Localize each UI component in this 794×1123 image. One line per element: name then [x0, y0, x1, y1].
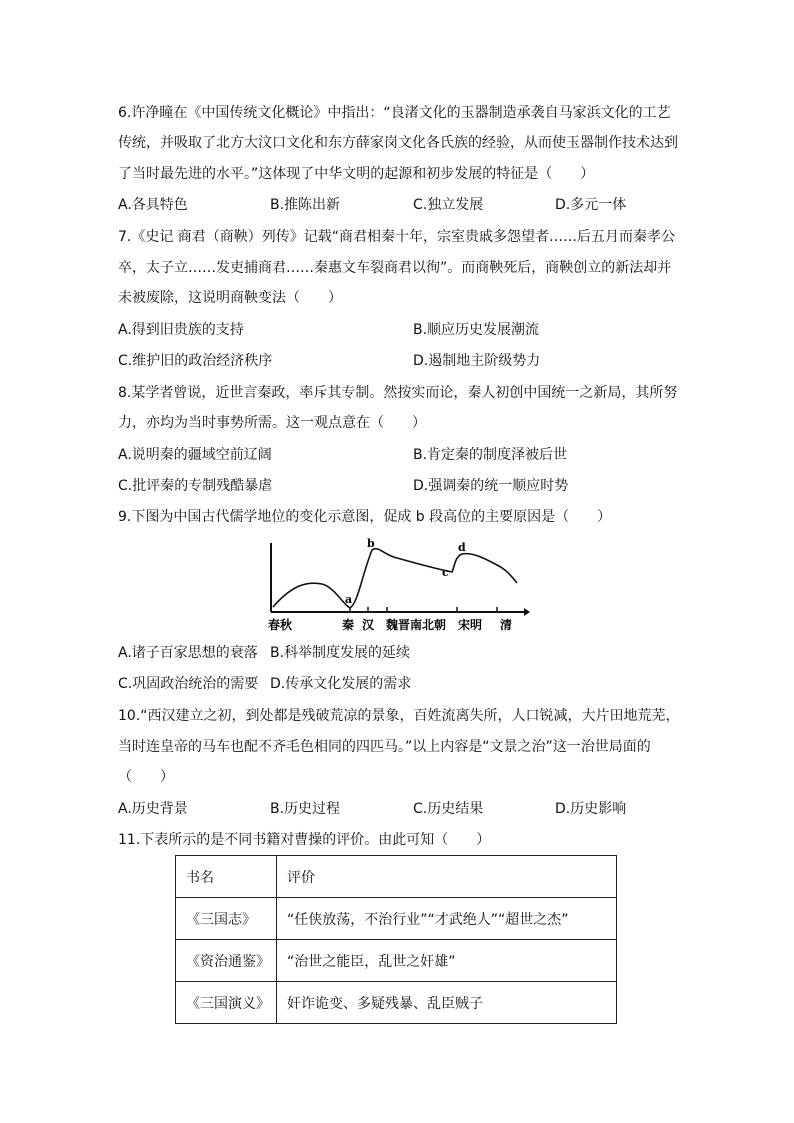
table-cell-book: 《三国志》 [176, 898, 277, 940]
q7-option-d: D.遏制地主阶级势力 [413, 353, 541, 369]
diagram-x-axis-arrow [524, 608, 530, 616]
q10-stem-line-1: 10.“西汉建立之初，到处都是残破荒凉的景象，百姓流离失所，人口锐减，大片田地荒芜， [118, 708, 680, 724]
q10-option-b: B.历史过程 [270, 801, 341, 817]
q6-option-c: C.独立发展 [413, 197, 484, 213]
q6-stem-line-3: 了当时最先进的水平。”这体现了中华文明的起源和初步发展的特征是（ ） [118, 166, 595, 182]
evaluation-table [175, 855, 617, 1024]
table-cell-evaluation: “治世之能臣，乱世之奸雄” [277, 940, 617, 982]
q7-option-a: A.得到旧贵族的支持 [118, 322, 244, 338]
q9-option-b: B.科举制度发展的延续 [270, 645, 411, 661]
q8-stem-line-2: 力，亦均为当时事势所需。这一观点意在（ ） [118, 415, 426, 431]
diagram-label-chunqiu: 春秋 [268, 618, 293, 632]
q7-stem-line-1: 7.《史记 商君（商鞅）列传》记载“商君相秦十年，宗室贵戚多怨望者……后五月而秦孝公 [118, 229, 676, 245]
diagram-point-d: d [458, 541, 466, 554]
q6-option-d: D.多元一体 [555, 197, 627, 213]
q6-option-a: A.各具特色 [118, 197, 188, 213]
diagram-label-songming: 宋明 [458, 618, 483, 632]
diagram-label-qing: 清 [500, 618, 513, 632]
q7-stem-line-2: 卒，太子立……发吏捕商君……秦惠文车裂商君以徇”。而商鞅死后，商鞅创立的新法却并 [118, 260, 672, 276]
q11-stem-line-1: 11.下表所示的是不同书籍对曹操的评价。由此可知（ ） [118, 832, 491, 848]
diagram-label-han: 汉 [362, 618, 375, 632]
table-header-evaluation: 评价 [277, 856, 617, 898]
diagram-point-a: a [345, 593, 353, 606]
table-cell-evaluation: “任侠放荡，不治行业”“才武绝人”“超世之杰” [277, 898, 617, 940]
q10-option-c: C.历史结果 [413, 801, 484, 817]
q8-option-b: B.肯定秦的制度泽被后世 [413, 447, 568, 463]
q8-option-a: A.说明秦的疆域空前辽阔 [118, 447, 272, 463]
q10-stem-line-2: 当时连皇帝的马车也配不齐毛色相同的四匹马。”以上内容是“文景之治”这一治世局面的 [118, 739, 651, 755]
diagram-label-qin: 秦 [342, 618, 355, 632]
q7-stem-line-3: 未被废除，这说明商鞅变法（ ） [118, 290, 342, 306]
table-row [176, 940, 617, 982]
diagram-point-b: b [367, 537, 375, 550]
q10-option-d: D.历史影响 [555, 801, 627, 817]
q6-stem-line-2: 传统，并吸取了北方大汶口文化和东方薛家岗文化各氏族的经验，从而使玉器制作技术达到 [118, 135, 678, 151]
q7-option-c: C.维护旧的政治经济秩序 [118, 353, 273, 369]
q10-option-a: A.历史背景 [118, 801, 188, 817]
table-cell-evaluation: 奸诈诡变、多疑残暴、乱臣贼子 [277, 982, 617, 1024]
q7-option-b: B.顺应历史发展潮流 [413, 322, 540, 338]
q9-option-c: C.巩固政治统治的需要 [118, 676, 259, 692]
diagram-point-c: c [442, 566, 449, 579]
table-row [176, 898, 617, 940]
q6-stem-line-1: 6.许净瞳在《中国传统文化概论》中指出：“良渚文化的玉器制造承袭自马家浜文化的工艺 [118, 105, 671, 121]
confucianism-status-diagram [262, 535, 532, 635]
table-row [176, 982, 617, 1024]
q6-option-b: B.推陈出新 [270, 197, 341, 213]
q10-stem-line-3: （ ） [118, 769, 174, 785]
q8-stem-line-1: 8.某学者曾说，近世言秦政，率斥其专制。然按实而论，秦人初创中国统一之新局，其所努 [118, 385, 678, 401]
diagram-curve [273, 549, 517, 608]
q9-option-d: D.传承文化发展的需求 [270, 676, 412, 692]
table-header-row [176, 856, 617, 898]
table-header-book: 书名 [176, 856, 277, 898]
q9-stem-line-1: 9.下图为中国古代儒学地位的变化示意图，促成 b 段高位的主要原因是（ ） [118, 509, 612, 525]
table-cell-book: 《三国演义》 [176, 982, 277, 1024]
q9-option-a: A.诸子百家思想的衰落 [118, 645, 258, 661]
q8-option-d: D.强调秦的统一顺应时势 [413, 478, 569, 494]
table-cell-book: 《资治通鉴》 [176, 940, 277, 982]
q8-option-c: C.批评秦的专制残酷暴虐 [118, 478, 273, 494]
diagram-label-weijin: 魏晋南北朝 [386, 618, 447, 632]
